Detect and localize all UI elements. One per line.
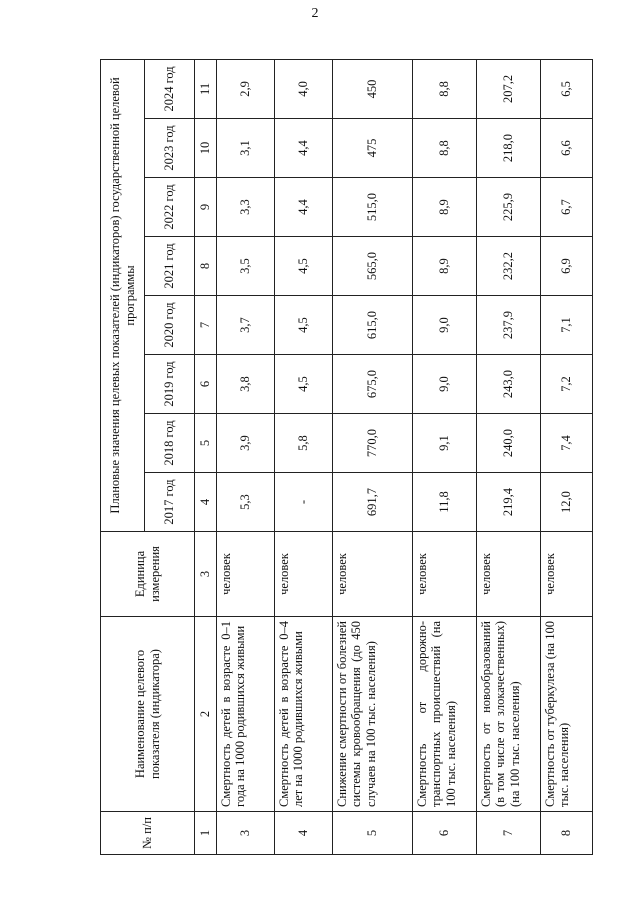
indicator-name: Смертность от туберкулеза (на 100 тыс. населения) bbox=[541, 617, 593, 812]
table-row bbox=[413, 59, 477, 854]
indicator-value: 6,6 bbox=[541, 119, 593, 178]
indicators-table bbox=[100, 59, 593, 855]
indicator-value: 5,3 bbox=[217, 473, 275, 532]
indicator-value: 4,5 bbox=[275, 237, 333, 296]
row-num: 5 bbox=[333, 812, 413, 855]
header-year: 2022 год bbox=[145, 178, 195, 237]
indicator-value: 237,9 bbox=[477, 296, 541, 355]
indicator-value: - bbox=[275, 473, 333, 532]
indicator-value: 4,5 bbox=[275, 355, 333, 414]
indicator-value: 3,1 bbox=[217, 119, 275, 178]
row-num: 4 bbox=[275, 812, 333, 855]
indicator-value: 675,0 bbox=[333, 355, 413, 414]
header-year: 2017 год bbox=[145, 473, 195, 532]
indicator-value: 6,7 bbox=[541, 178, 593, 237]
indicator-value: 12,0 bbox=[541, 473, 593, 532]
indicator-value: 4,0 bbox=[275, 59, 333, 118]
indicator-value: 232,2 bbox=[477, 237, 541, 296]
header-year: 2019 год bbox=[145, 355, 195, 414]
header-name: Наименование целевого показателя (индикатора) bbox=[101, 617, 195, 812]
header-year: 2020 год bbox=[145, 296, 195, 355]
indicator-value: 207,2 bbox=[477, 59, 541, 118]
indicator-value: 2,9 bbox=[217, 59, 275, 118]
indicator-value: 218,0 bbox=[477, 119, 541, 178]
table-row bbox=[541, 59, 593, 854]
indicator-unit: человек bbox=[217, 532, 275, 617]
row-num: 7 bbox=[477, 812, 541, 855]
indicator-value: 565,0 bbox=[333, 237, 413, 296]
col-number: 2 bbox=[195, 617, 217, 812]
indicator-value: 11,8 bbox=[413, 473, 477, 532]
indicator-value: 615,0 bbox=[333, 296, 413, 355]
col-number: 4 bbox=[195, 473, 217, 532]
col-number: 7 bbox=[195, 296, 217, 355]
table-row bbox=[477, 59, 541, 854]
header-unit: Единица измерения bbox=[101, 532, 195, 617]
header-year: 2024 год bbox=[145, 59, 195, 118]
indicator-value: 240,0 bbox=[477, 414, 541, 473]
table-rotated-container bbox=[100, 60, 590, 855]
page-number: 2 bbox=[311, 6, 319, 21]
indicator-value: 9,1 bbox=[413, 414, 477, 473]
indicator-value: 5,8 bbox=[275, 414, 333, 473]
row-num: 6 bbox=[413, 812, 477, 855]
indicator-value: 4,4 bbox=[275, 119, 333, 178]
col-number: 1 bbox=[195, 812, 217, 855]
indicator-unit: человек bbox=[413, 532, 477, 617]
header-year: 2018 год bbox=[145, 414, 195, 473]
row-num: 8 bbox=[541, 812, 593, 855]
header-plan: Плановые значения целевых показателей (индикаторов) государственной целевой программы bbox=[101, 59, 145, 531]
indicator-value: 225,9 bbox=[477, 178, 541, 237]
indicator-value: 4,5 bbox=[275, 296, 333, 355]
indicator-value: 3,3 bbox=[217, 178, 275, 237]
indicator-value: 515,0 bbox=[333, 178, 413, 237]
indicator-value: 9,0 bbox=[413, 355, 477, 414]
indicator-value: 3,7 bbox=[217, 296, 275, 355]
indicator-value: 6,9 bbox=[541, 237, 593, 296]
indicator-value: 7,2 bbox=[541, 355, 593, 414]
indicator-value: 8,9 bbox=[413, 237, 477, 296]
indicator-name: Смертность от дорожно-транспортных происшествий (на 100 тыс. населения) bbox=[413, 617, 477, 812]
indicator-name: Смертность от новообразований (в том числе от злокачественных) (на 100 тыс. населения) bbox=[477, 617, 541, 812]
header-num: № п/п bbox=[101, 812, 195, 855]
indicator-unit: человек bbox=[275, 532, 333, 617]
indicator-value: 475 bbox=[333, 119, 413, 178]
col-number: 11 bbox=[195, 59, 217, 118]
indicator-value: 6,5 bbox=[541, 59, 593, 118]
table-row bbox=[333, 59, 413, 854]
col-number: 3 bbox=[195, 532, 217, 617]
indicator-value: 219,4 bbox=[477, 473, 541, 532]
indicator-value: 3,8 bbox=[217, 355, 275, 414]
indicator-value: 3,5 bbox=[217, 237, 275, 296]
indicator-unit: человек bbox=[541, 532, 593, 617]
indicator-value: 691,7 bbox=[333, 473, 413, 532]
indicator-value: 770,0 bbox=[333, 414, 413, 473]
indicator-value: 7,4 bbox=[541, 414, 593, 473]
indicator-unit: человек bbox=[333, 532, 413, 617]
table-row bbox=[275, 59, 333, 854]
indicator-value: 9,0 bbox=[413, 296, 477, 355]
indicator-name: Смертность детей в возрасте 0–4 лет на 1000 родившихся живыми bbox=[275, 617, 333, 812]
row-num: 3 bbox=[217, 812, 275, 855]
indicator-value: 243,0 bbox=[477, 355, 541, 414]
indicator-value: 4,4 bbox=[275, 178, 333, 237]
indicator-value: 7,1 bbox=[541, 296, 593, 355]
col-number: 8 bbox=[195, 237, 217, 296]
table-row bbox=[217, 59, 275, 854]
indicator-value: 8,9 bbox=[413, 178, 477, 237]
indicator-name: Смертность детей в возрасте 0–1 года на 1000 родившихся живыми bbox=[217, 617, 275, 812]
col-number: 6 bbox=[195, 355, 217, 414]
indicator-value: 8,8 bbox=[413, 59, 477, 118]
col-number: 9 bbox=[195, 178, 217, 237]
header-year: 2021 год bbox=[145, 237, 195, 296]
indicator-name: Снижение смертности от болезней системы кровообращения (до 450 случаев на 100 тыс. населения) bbox=[333, 617, 413, 812]
header-year: 2023 год bbox=[145, 119, 195, 178]
col-number: 5 bbox=[195, 414, 217, 473]
indicator-value: 3,9 bbox=[217, 414, 275, 473]
indicator-value: 450 bbox=[333, 59, 413, 118]
indicator-unit: человек bbox=[477, 532, 541, 617]
col-number: 10 bbox=[195, 119, 217, 178]
indicator-value: 8,8 bbox=[413, 119, 477, 178]
